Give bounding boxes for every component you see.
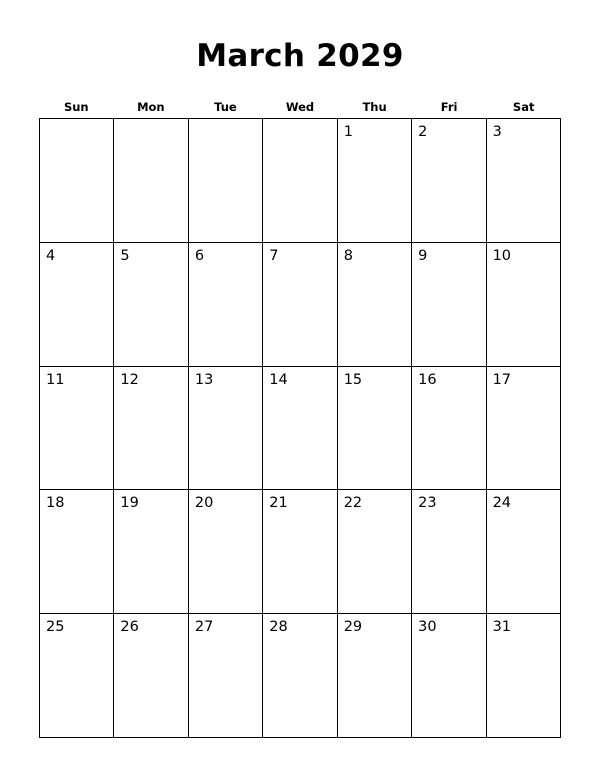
day-cell bbox=[487, 119, 561, 243]
day-number: 26 bbox=[120, 619, 139, 636]
day-cell bbox=[189, 490, 263, 614]
day-cell bbox=[40, 614, 114, 738]
day-number: 25 bbox=[46, 619, 65, 636]
day-number: 24 bbox=[492, 495, 512, 512]
day-number: 7 bbox=[269, 247, 279, 264]
day-cell bbox=[40, 367, 114, 491]
weekday-label-wed: Wed bbox=[285, 100, 315, 114]
day-cell bbox=[338, 490, 412, 614]
day-cell bbox=[412, 243, 486, 367]
weekday-label-fri: Fri bbox=[440, 100, 458, 114]
day-number: 14 bbox=[269, 371, 288, 388]
day-cell bbox=[487, 490, 561, 614]
day-cell bbox=[114, 490, 188, 614]
day-cell bbox=[487, 243, 561, 367]
day-number: 30 bbox=[418, 619, 437, 636]
day-cell bbox=[114, 243, 188, 367]
weekday-label-thu: Thu bbox=[362, 100, 387, 114]
day-number: 29 bbox=[343, 619, 363, 636]
day-cell bbox=[338, 119, 412, 243]
calendar-grid bbox=[39, 118, 561, 738]
day-number: 28 bbox=[269, 619, 288, 636]
day-number: 15 bbox=[343, 371, 363, 388]
day-cell bbox=[487, 367, 561, 491]
day-number: 21 bbox=[269, 495, 288, 512]
day-cell bbox=[263, 367, 337, 491]
day-number: 10 bbox=[492, 247, 512, 264]
day-number: 4 bbox=[46, 247, 56, 264]
calendar-title: March 2029 bbox=[196, 38, 404, 74]
day-cell bbox=[189, 614, 263, 738]
day-cell bbox=[487, 614, 561, 738]
day-number: 20 bbox=[194, 495, 214, 512]
day-number: 27 bbox=[194, 619, 214, 636]
day-cell bbox=[338, 367, 412, 491]
day-number: 1 bbox=[343, 124, 353, 140]
day-cell bbox=[412, 490, 486, 614]
weekday-header-row bbox=[39, 99, 561, 115]
day-cell bbox=[114, 119, 188, 243]
day-cell bbox=[40, 490, 114, 614]
weekday-label-sun: Sun bbox=[63, 100, 89, 114]
day-number: 9 bbox=[418, 247, 428, 264]
day-number: 11 bbox=[46, 371, 65, 388]
day-number: 3 bbox=[492, 124, 502, 140]
day-number: 31 bbox=[492, 619, 512, 636]
day-number: 13 bbox=[194, 371, 214, 388]
day-number: 18 bbox=[46, 495, 65, 512]
weekday-label-mon: Mon bbox=[137, 100, 165, 114]
day-cell bbox=[412, 367, 486, 491]
day-cell bbox=[189, 243, 263, 367]
day-cell bbox=[40, 243, 114, 367]
day-number: 12 bbox=[120, 371, 139, 388]
day-cell bbox=[412, 614, 486, 738]
day-cell bbox=[263, 490, 337, 614]
day-number: 8 bbox=[343, 247, 353, 264]
day-cell bbox=[189, 119, 263, 243]
day-cell bbox=[189, 367, 263, 491]
day-number: 19 bbox=[120, 495, 139, 512]
day-number: 5 bbox=[120, 247, 130, 264]
day-cell bbox=[263, 119, 337, 243]
day-number: 22 bbox=[343, 495, 363, 512]
day-number: 17 bbox=[492, 371, 512, 388]
day-number: 16 bbox=[418, 371, 437, 388]
day-number: 23 bbox=[418, 495, 437, 512]
weekday-label-sat: Sat bbox=[512, 100, 535, 114]
day-cell bbox=[263, 243, 337, 367]
day-number: 2 bbox=[418, 124, 428, 140]
day-cell bbox=[263, 614, 337, 738]
day-cell bbox=[338, 614, 412, 738]
weekday-label-tue: Tue bbox=[214, 100, 237, 114]
day-number: 6 bbox=[194, 247, 205, 264]
day-cell bbox=[412, 119, 486, 243]
day-cell bbox=[114, 367, 188, 491]
day-cell bbox=[114, 614, 188, 738]
day-cell bbox=[40, 119, 114, 243]
day-cell bbox=[338, 243, 412, 367]
